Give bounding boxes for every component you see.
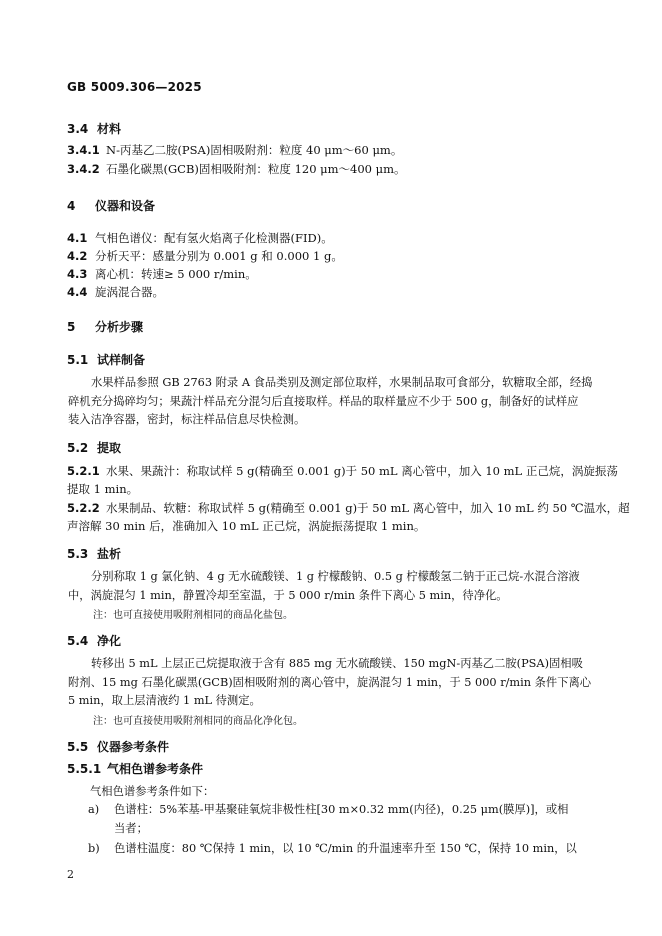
- heading-3-4: [67, 120, 121, 137]
- item-3-4-1: [67, 141, 402, 160]
- paragraph-line: 装入洁净容器，密封，标注样品信息尽快检测。: [68, 413, 306, 426]
- item-text: 旋涡混合器。: [95, 285, 164, 299]
- section-title: 气相色谱参考条件: [107, 762, 204, 776]
- item-text: 声溶解 30 min 后，准确加入 10 mL 正己烷，涡旋振荡提取 1 min。: [67, 519, 426, 533]
- section-title: 仪器和设备: [95, 199, 156, 213]
- item-5-2-2-cont: [67, 517, 425, 536]
- item-text: 石墨化碳黑(GCB)固相吸附剂：粒度 120 μm～400 μm。: [106, 162, 406, 176]
- item-text: N-丙基乙二胺(PSA)固相吸附剂：粒度 40 μm～60 μm。: [106, 143, 403, 157]
- item-4-1: [67, 229, 333, 248]
- item-5-2-1: [67, 462, 618, 481]
- heading-5-5-1: [67, 760, 203, 777]
- item-text: 提取 1 min。: [67, 482, 139, 496]
- item-5-2-2: [67, 499, 630, 518]
- list-text: 色谱柱：5%苯基-甲基聚硅氧烷非极性柱[30 m×0.32 mm(内径)，0.25 μm(膜厚)]，或相: [114, 803, 569, 816]
- list-item-a-cont: 当者；: [114, 822, 148, 835]
- item-4-2: [67, 247, 343, 266]
- item-text: 分析天平：感量分别为 0.001 g 和 0.000 1 g。: [95, 249, 343, 263]
- paragraph-line: 分别称取 1 g 氯化钠、4 g 无水硫酸镁、1 g 柠檬酸钠、0.5 g 柠檬酸氢二钠于正己烷-水混合溶液: [91, 570, 580, 583]
- item-text: 水果、果蔬汁：称取试样 5 g(精确至 0.001 g)于 50 mL 离心管中，加入 10 mL 正己烷，涡旋振荡: [106, 464, 618, 478]
- paragraph-line: 水果样品参照 GB 2763 附录 A 食品类别及测定部位取样，水果制品取可食部分，软糖取全部，经捣: [91, 376, 593, 389]
- item-text: 离心机：转速≥ 5 000 r/min。: [95, 267, 257, 281]
- section-title: 试样制备: [97, 353, 146, 367]
- intro-text: 气相色谱参考条件如下：: [90, 785, 215, 798]
- section-title: 分析步骤: [95, 320, 144, 334]
- section-number: 5.1: [67, 353, 89, 367]
- item-text: 水果制品、软糖：称取试样 5 g(精确至 0.001 g)于 50 mL 离心管中，加入 10 mL 约 50 ℃温水，超: [106, 501, 630, 515]
- item-text: 气相色谱仪：配有氢火焰离子化检测器(FID)。: [95, 231, 333, 245]
- list-marker: a): [88, 803, 100, 816]
- paragraph-line: 中，涡旋混匀 1 min，静置冷却至室温，于 5 000 r/min 条件下离心 5 min，待净化。: [68, 588, 508, 602]
- item-5-2-1-cont: [67, 480, 138, 499]
- section-title: 仪器参考条件: [97, 740, 170, 754]
- section-title: 盐析: [97, 547, 122, 561]
- paragraph-5-3: [68, 568, 598, 605]
- note-5-4: 注：也可直接使用吸附剂相同的商品化净化包。: [93, 716, 303, 727]
- paragraph-line: 转移出 5 mL 上层正己烷提取液于含有 885 mg 无水硫酸镁、150 mgN-丙基乙二胺(PSA)固相吸: [91, 657, 583, 670]
- list-marker: b): [88, 842, 100, 855]
- section-number: 5.5: [67, 740, 89, 754]
- item-number: 3.4.1: [67, 143, 100, 157]
- page-number: 2: [67, 868, 74, 881]
- section-title: 提取: [97, 441, 122, 455]
- list-item-b: [88, 840, 577, 859]
- item-number: 5.2.2: [67, 501, 100, 515]
- list-text: 色谱柱温度：80 ℃保持 1 min，以 10 ℃/min 的升温速率升至 150 ℃，保持 10 min，以: [114, 842, 577, 855]
- heading-4: [67, 197, 155, 214]
- item-4-4: [67, 283, 164, 302]
- heading-5: [67, 318, 143, 335]
- section-title: 材料: [97, 122, 122, 136]
- heading-5-5: [67, 738, 169, 755]
- section-title: 净化: [97, 634, 122, 648]
- item-number: 4.1: [67, 231, 88, 245]
- item-number: 4.2: [67, 249, 88, 263]
- section-number: 5.2: [67, 441, 89, 455]
- section-number: 5.5.1: [67, 762, 102, 776]
- paragraph-line: 碎机充分捣碎均匀；果蔬汁样品充分混匀后直接取样。样品的取样量应不少于 500 g，制备好的试样应: [68, 394, 579, 408]
- item-4-3: [67, 265, 257, 284]
- section-number: 5.3: [67, 547, 89, 561]
- section-number: 5: [67, 320, 76, 334]
- heading-5-1: [67, 351, 145, 368]
- section-number: 4: [67, 199, 76, 213]
- paragraph-line: 附剂、15 mg 石墨化碳黑(GCB)固相吸附剂的离心管中，旋涡混匀 1 min，于 5 000 r/min 条件下离心: [68, 675, 592, 689]
- standard-header: GB 5009.306—2025: [67, 80, 202, 94]
- item-number: 4.4: [67, 285, 88, 299]
- heading-5-4: [67, 632, 121, 649]
- section-number: 5.4: [67, 634, 89, 648]
- heading-5-3: [67, 545, 121, 562]
- item-3-4-2: [67, 160, 406, 179]
- section-number: 3.4: [67, 122, 89, 136]
- item-number: 3.4.2: [67, 162, 100, 176]
- note-5-3: 注：也可直接使用吸附剂相同的商品化盐包。: [93, 610, 293, 621]
- item-number: 4.3: [67, 267, 88, 281]
- heading-5-2: [67, 439, 121, 456]
- paragraph-line: 5 min，取上层清液约 1 mL 待测定。: [68, 694, 261, 707]
- item-number: 5.2.1: [67, 464, 100, 478]
- list-item-a: [88, 801, 568, 820]
- paragraph-5-4: [68, 655, 598, 711]
- paragraph-5-1: [68, 374, 598, 430]
